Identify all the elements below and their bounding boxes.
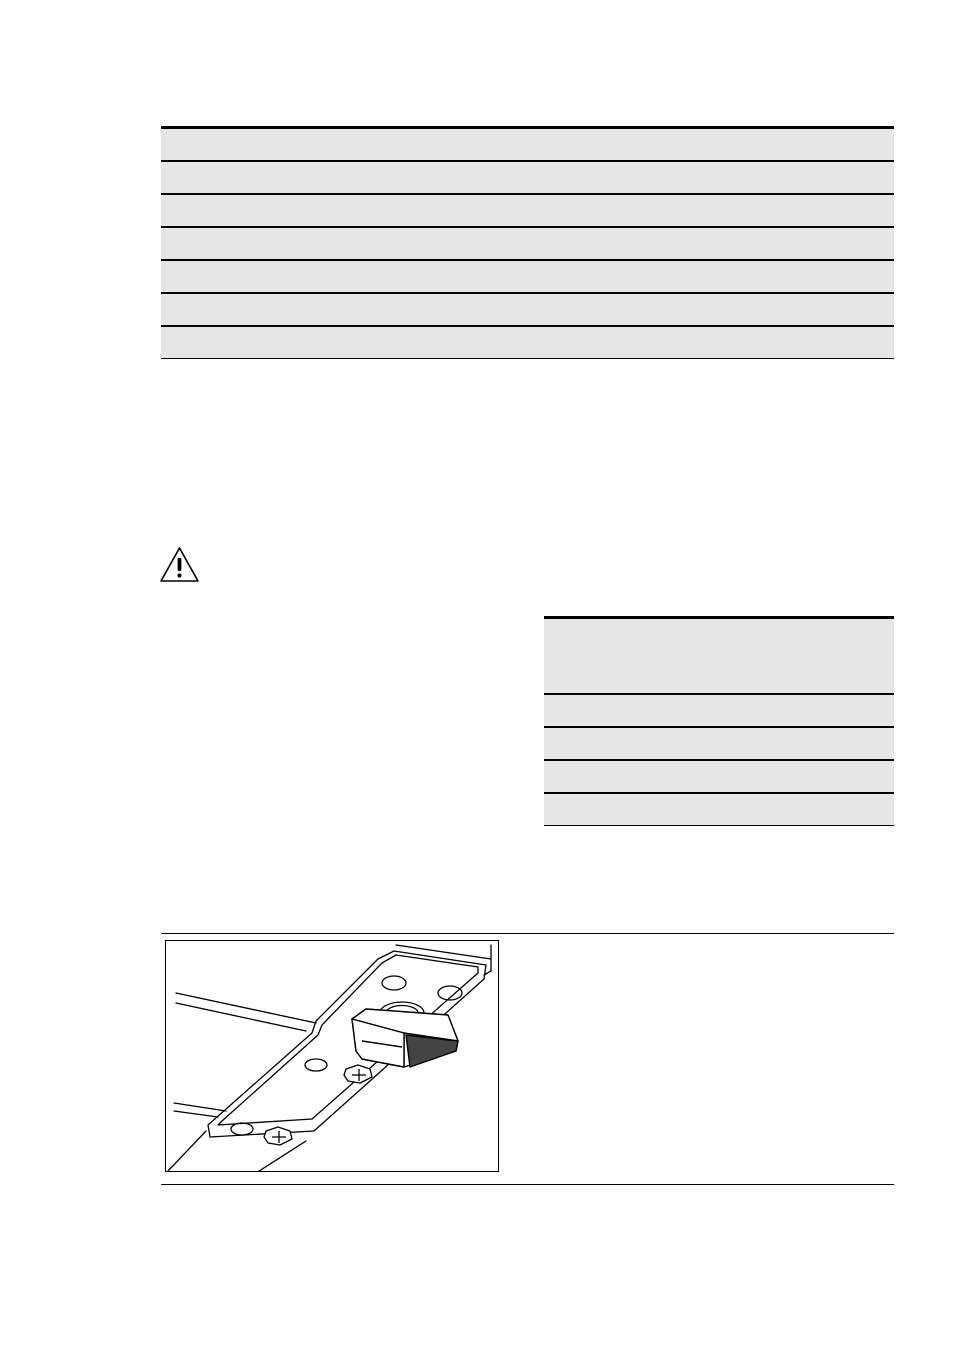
table-row — [544, 728, 894, 761]
table-row — [161, 195, 894, 228]
figure-divider-top — [161, 933, 894, 934]
table-row — [544, 794, 894, 826]
table-row — [544, 695, 894, 728]
data-table-right — [544, 616, 894, 826]
table-row — [544, 761, 894, 794]
figure-divider-bottom — [161, 1184, 894, 1185]
table-row — [161, 261, 894, 294]
table-row — [161, 129, 894, 162]
table-row — [161, 228, 894, 261]
table-row — [161, 294, 894, 327]
hinge-illustration — [165, 940, 499, 1172]
warning-triangle-icon — [159, 546, 200, 583]
table-row — [161, 162, 894, 195]
table-row — [161, 327, 894, 359]
table-header — [544, 619, 894, 695]
data-table-top — [161, 126, 894, 359]
